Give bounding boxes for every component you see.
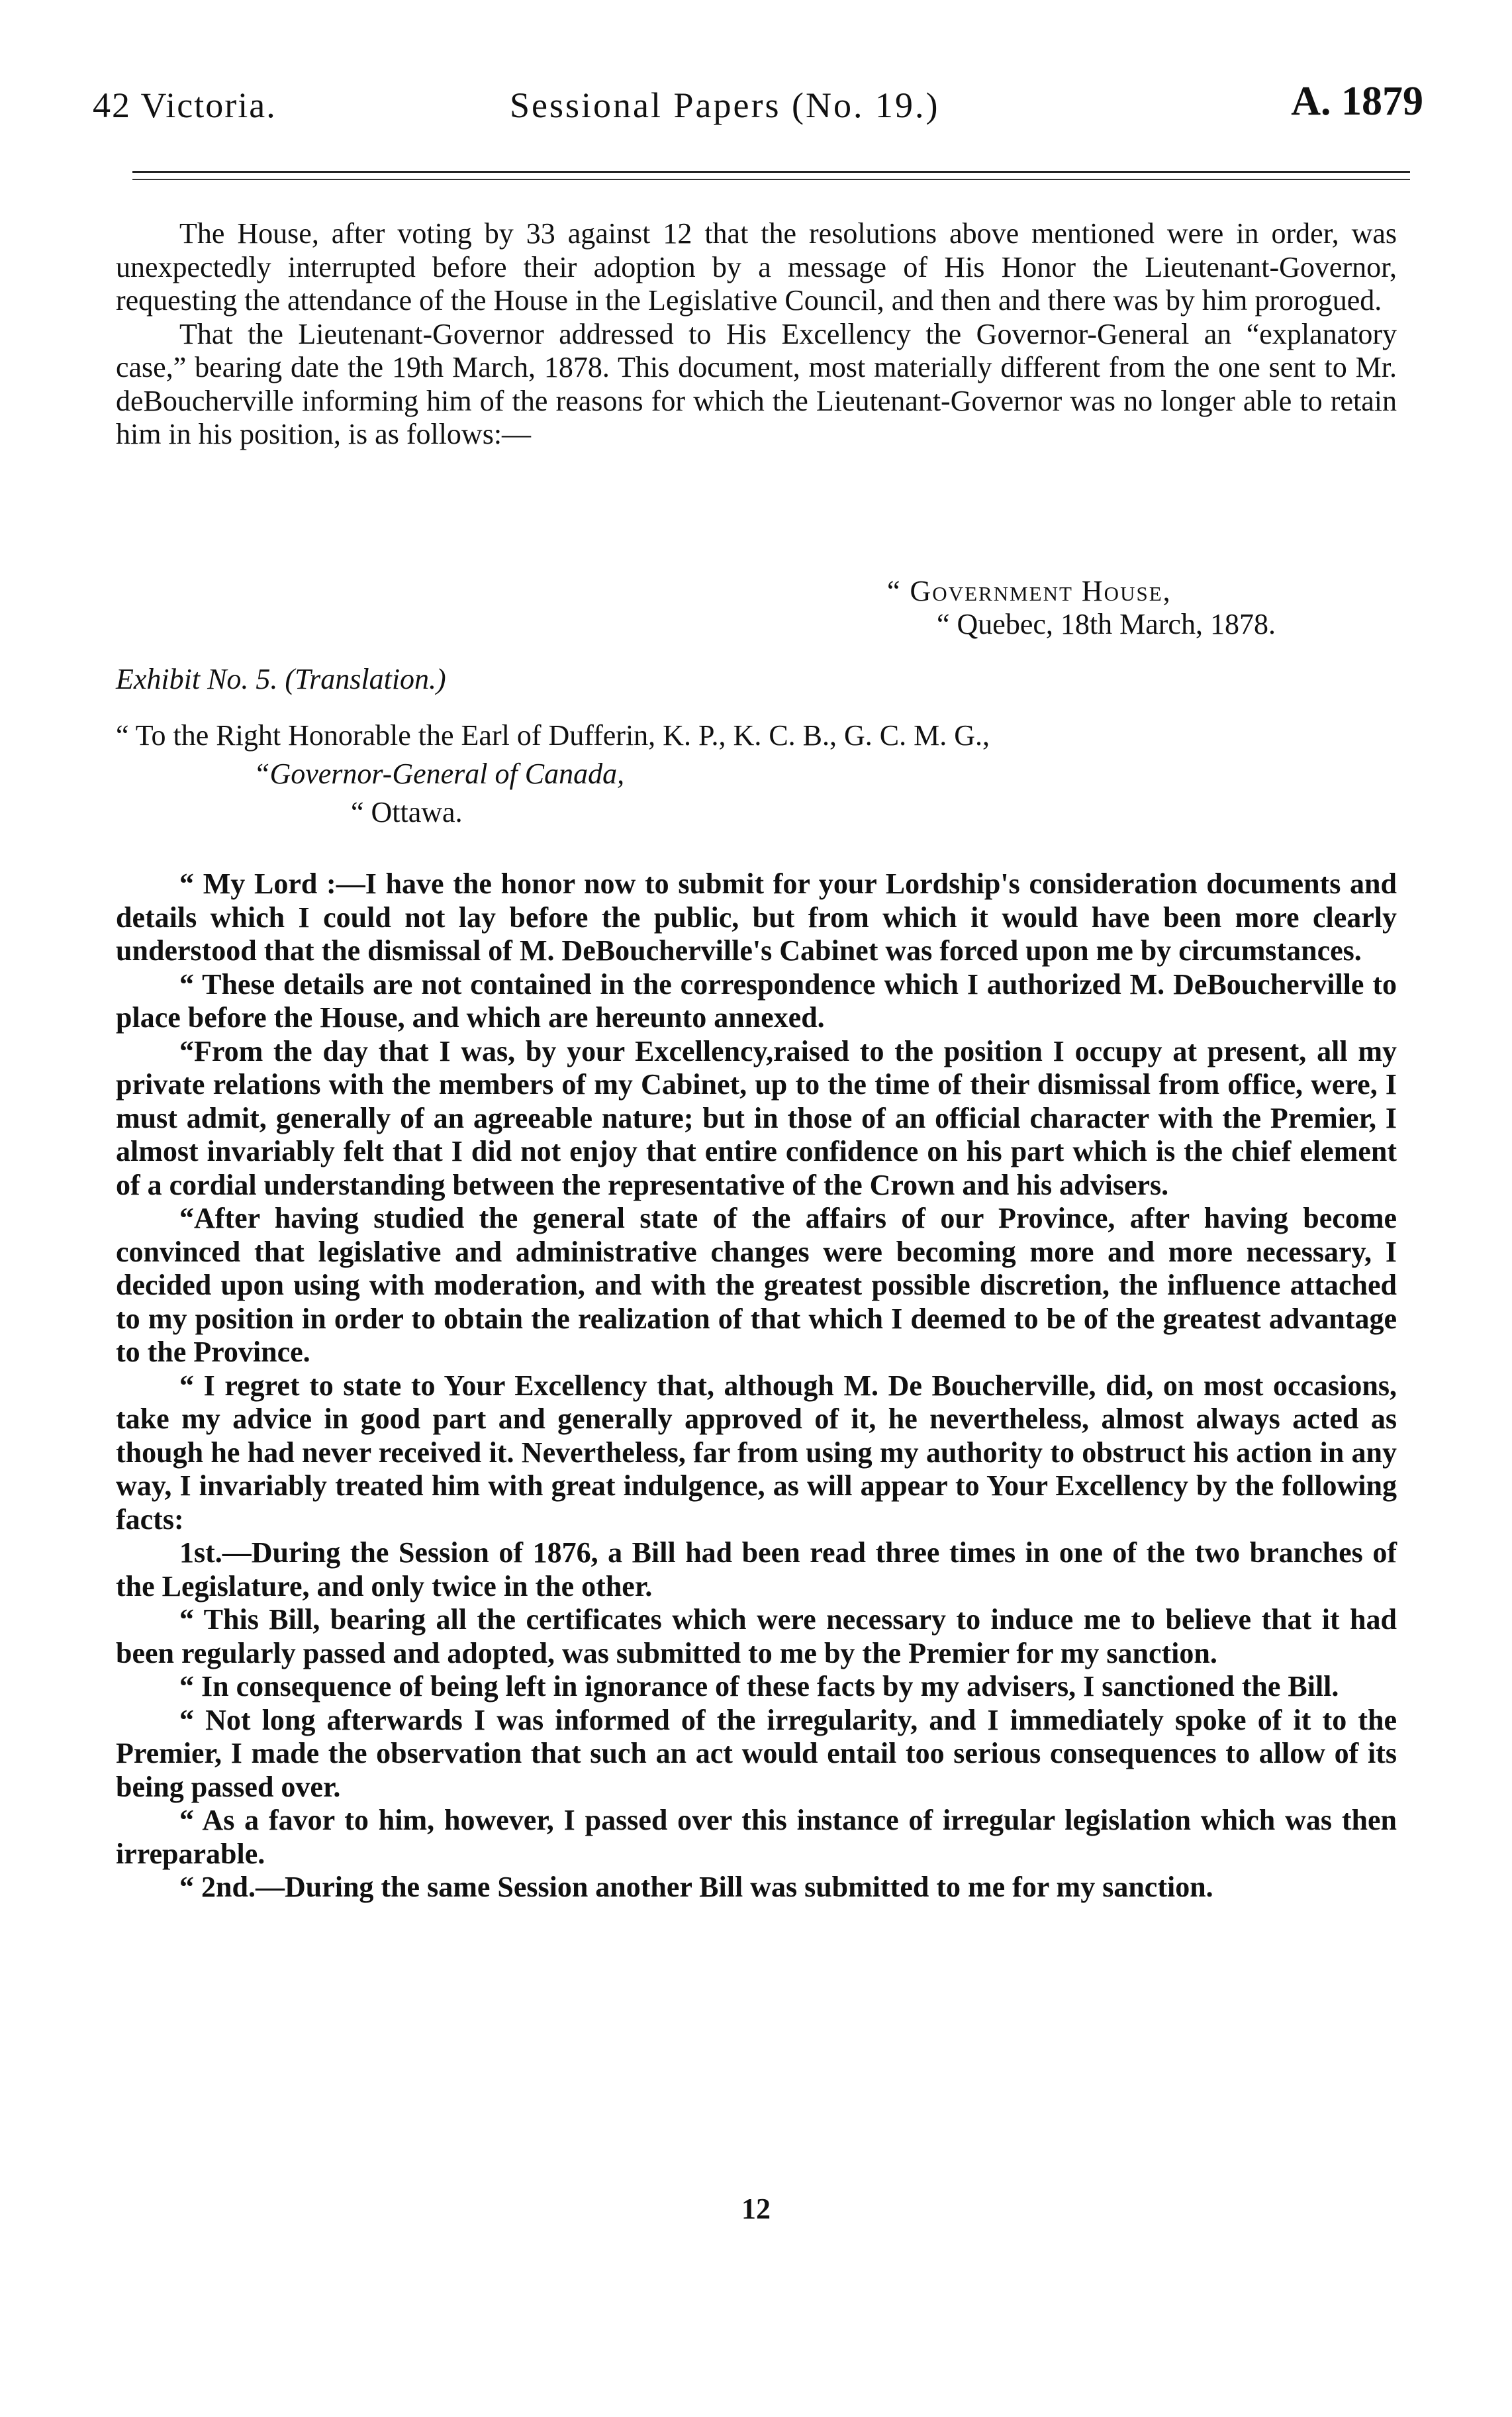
letter-paragraph: “ As a favor to him, however, I passed over this instance of irregular legislation which was then irreparable. [116, 1804, 1397, 1870]
intro-paragraph-1: The House, after voting by 33 against 12 that the resolutions above mentioned were in order, was unexpectedly interrupted before their adoption by a message of His Honor the Lieutenant-Governor, requesting the attendance of the House in the Legislative Council, and then and there was by him prorogued. [116, 217, 1397, 317]
dateline-line-1: “ Government House, [887, 575, 1172, 607]
intro-paragraph-2: That the Lieutenant-Governor addressed to His Excellency the Governor-General an “explanatory case,” bearing date the 19th March, 1878. This document, most materially different from the one sent to Mr. deBoucherville informing him of the reasons for which the Lieutenant-Governor was no longer able to retain him in his position, is as follows:— [116, 317, 1397, 450]
letter-body [116, 867, 1397, 1904]
header-right: A. 1879 [1291, 79, 1423, 124]
header-center: Sessional Papers (No. 19.) [510, 85, 940, 125]
letter-paragraph: “ This Bill, bearing all the certificates which were necessary to induce me to believe that it had been regularly passed and adopted, was submitted to me by the Premier for my sanction. [116, 1603, 1397, 1669]
intro-section [116, 217, 1397, 452]
page-number: 12 [741, 2193, 771, 2225]
letter-paragraph: “ My Lord :—I have the honor now to submit for your Lordship's consideration documents and details which I could not lay before the public, but from which it would have been more clearly understood that the dismissal of M. DeBoucherville's Cabinet was forced upon me by circumstances. [116, 867, 1397, 967]
dateline [887, 575, 1276, 641]
letter-paragraph: “ Not long afterwards I was informed of the irregularity, and I immediately spoke of it to the Premier, I made the observation that such an act would entail too serious consequences to allow of its being passed over. [116, 1703, 1397, 1803]
letter-paragraph: 1st.—During the Session of 1876, a Bill had been read three times in one of the two branches of the Legislature, and only twice in the other. [116, 1536, 1397, 1603]
letter-paragraph: “ In consequence of being left in ignorance of these facts by my advisers, I sanctioned the Bill. [179, 1670, 1339, 1702]
header-rule-thin [132, 179, 1410, 180]
address-line-3: “ Ottawa. [351, 796, 463, 828]
header-left: 42 Victoria. [93, 85, 277, 125]
letter-paragraph: “ 2nd.—During the same Session another Bill was submitted to me for my sanction. [179, 1871, 1213, 1903]
exhibit-label: Exhibit No. 5. (Translation.) [116, 663, 446, 695]
address-block [116, 716, 990, 832]
address-line-1: “ To the Right Honorable the Earl of Dufferin, K. P., K. C. B., G. C. M. G., [116, 719, 990, 752]
letter-paragraph: “ These details are not contained in the correspondence which I authorized M. DeBoucherville to place before the House, and which are hereunto annexed. [116, 967, 1397, 1034]
address-line-2: “Governor-General of Canada, [254, 758, 625, 790]
letter-paragraph: “After having studied the general state of the affairs of our Province, after having become convinced that legislative and administrative changes were becoming more and more necessary, I decided upon using with moderation, and with the greatest possible discretion, the influence attached to my position in order to obtain the realization of that which I deemed to be of the greatest advantage to the Province. [116, 1202, 1397, 1368]
dateline-line-2: “ Quebec, 18th March, 1878. [937, 608, 1276, 640]
letter-paragraph: “From the day that I was, by your Excellency,raised to the position I occupy at present, all my private relations with the members of my Cabinet, up to the time of their dismissal from office, were, I must admit, generally of an agreeable nature; but in those of an official character with the Premier, I almost invariably felt that I did not enjoy that entire confidence on his part which is the chief element of a cordial understanding between the representative of the Crown and his advisers. [116, 1034, 1397, 1201]
running-header [93, 78, 1423, 131]
header-rule [132, 171, 1410, 173]
letter-paragraph: “ I regret to state to Your Excellency that, although M. De Boucherville, did, on most occasions, take my advice in good part and generally approved of it, he nevertheless, almost always acted as though he had never received it. Nevertheless, far from using my authority to obstruct his action in any way, I invariably treated him with great indulgence, as will appear to Your Excellency by the following facts: [116, 1369, 1397, 1536]
